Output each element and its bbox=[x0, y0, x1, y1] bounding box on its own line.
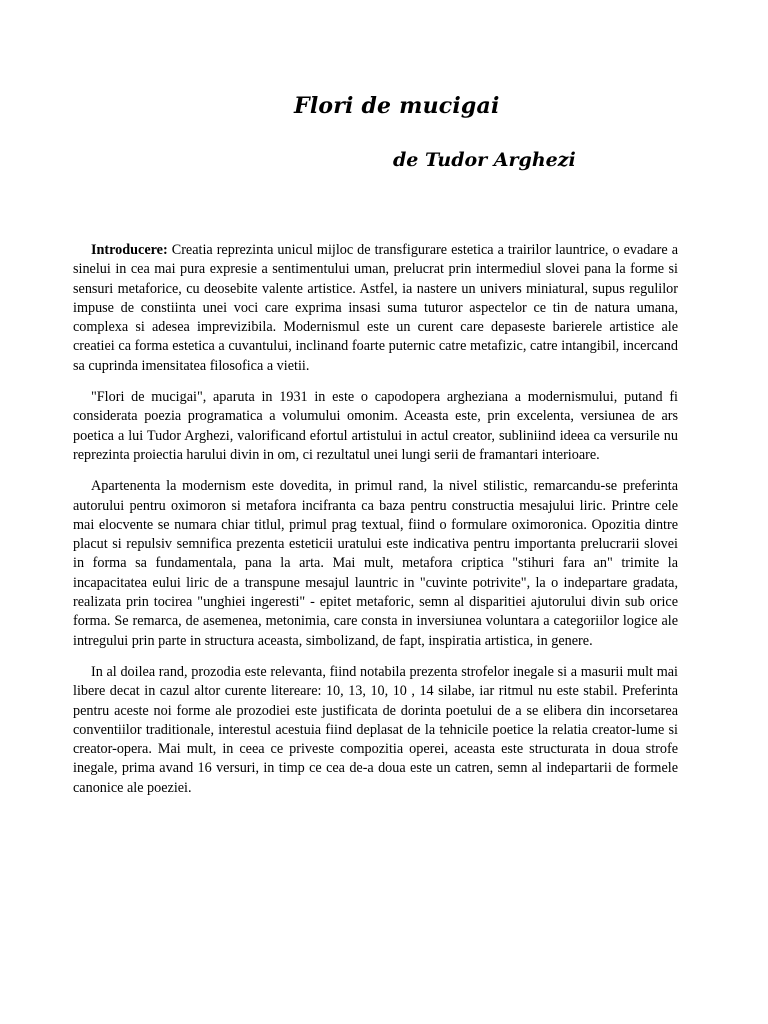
paragraph: Apartenenta la modernism este dovedita, in primul rand, la nivel stilistic, remarcandu-se preferinta autorului pentru oximoron si metafora incifranta ca baza pentru constructia mesajului liric. Printre cele mai elocvente se numara chiar titlul, primul prag textual, fiind o formulare oximoronica. Opozitia dintre placut si repulsiv semnifica prezenta esteticii uratului este indicativa pentru importanta prelucrarii slovei in forma sa fundamentala, pana la arta. Mai mult, metafora criptica "stihuri fara an" trimite la incapacitatea eului liric de a transpune mesajul launtric in "cuvinte potrivite", la o indepartare gradata, realizata prin tocirea "unghiei ingeresti" - epitet metaforic, semn al disparitiei ajutorului divin sub orice forma. Se remarca, de asemenea, metonimia, care consta in inversiunea voluntara a categoriilor logice ale intregului prin parte in structura aceasta, simbolizand, de fapt, inspiratia artistica, in genere. bbox=[73, 478, 678, 649]
intro-label: Introducere: bbox=[91, 242, 168, 258]
document-body bbox=[73, 241, 678, 810]
paragraph: In al doilea rand, prozodia este relevanta, fiind notabila prezenta strofelor inegale si a masurii mult mai libere decat in cazul altor curente litereare: 10, 13, 10, 10 , 14 silabe, iar ritmul nu este stabil. Preferinta pentru aceste noi forme ale prozodiei este justificata de dorinta poetului de a se elibera din incorsetarea conventiilor traditionale, interestul acestuia fiind deplasat de la tehnicile poetice la relatia creator-lume si creator-opera. Mai mult, in ceea ce priveste compozitia operei, aceasta este structurata in doua strofe inegale, prima avand 16 versuri, in timp ce cea de-a doua este un catren, semn al indepartarii de formele canonice ale poeziei. bbox=[73, 663, 678, 796]
document-title: Flori de mucigai bbox=[294, 93, 500, 119]
paragraph-introduction bbox=[73, 241, 678, 376]
paragraph: "Flori de mucigai", aparuta in 1931 in este o capodopera argheziana a modernismului, putand fi considerata poezia programatica a volumului omonim. Aceasta este, prin excelenta, versiunea de ars poetica a lui Tudor Arghezi, valorificand efortul artistului in actul creator, subliniind ideea ca versurile nu reprezinta proiectia harului divin in om, ci rezultatul unei lungi serii de framantari interioare. bbox=[73, 389, 678, 463]
author-line: de Tudor Arghezi bbox=[393, 149, 576, 171]
paragraph-text: Creatia reprezinta unicul mijloc de transfigurare estetica a trairilor launtrice, o evadare a sinelui in cea mai pura expresie a sentimentului uman, prelucrat prin intermediul slovei pana la forme si sensuri metaforice, cu deosebite valente artistice. Astfel, ia nastere un univers miniatural, supus regulilor impuse de constiinta unei voci care exprima insasi suma tuturor aspectelor ce tin de natura umana, complexa si adesea imprevizibila. Modernismul este un curent care depaseste barierele artistice ale creatiei ca forma estetica a cuvantului, inclinand foarte puternic catre metafizic, catre intangibil, incercand sa cuprinda imensitatea filosofica a vietii. bbox=[73, 242, 678, 374]
